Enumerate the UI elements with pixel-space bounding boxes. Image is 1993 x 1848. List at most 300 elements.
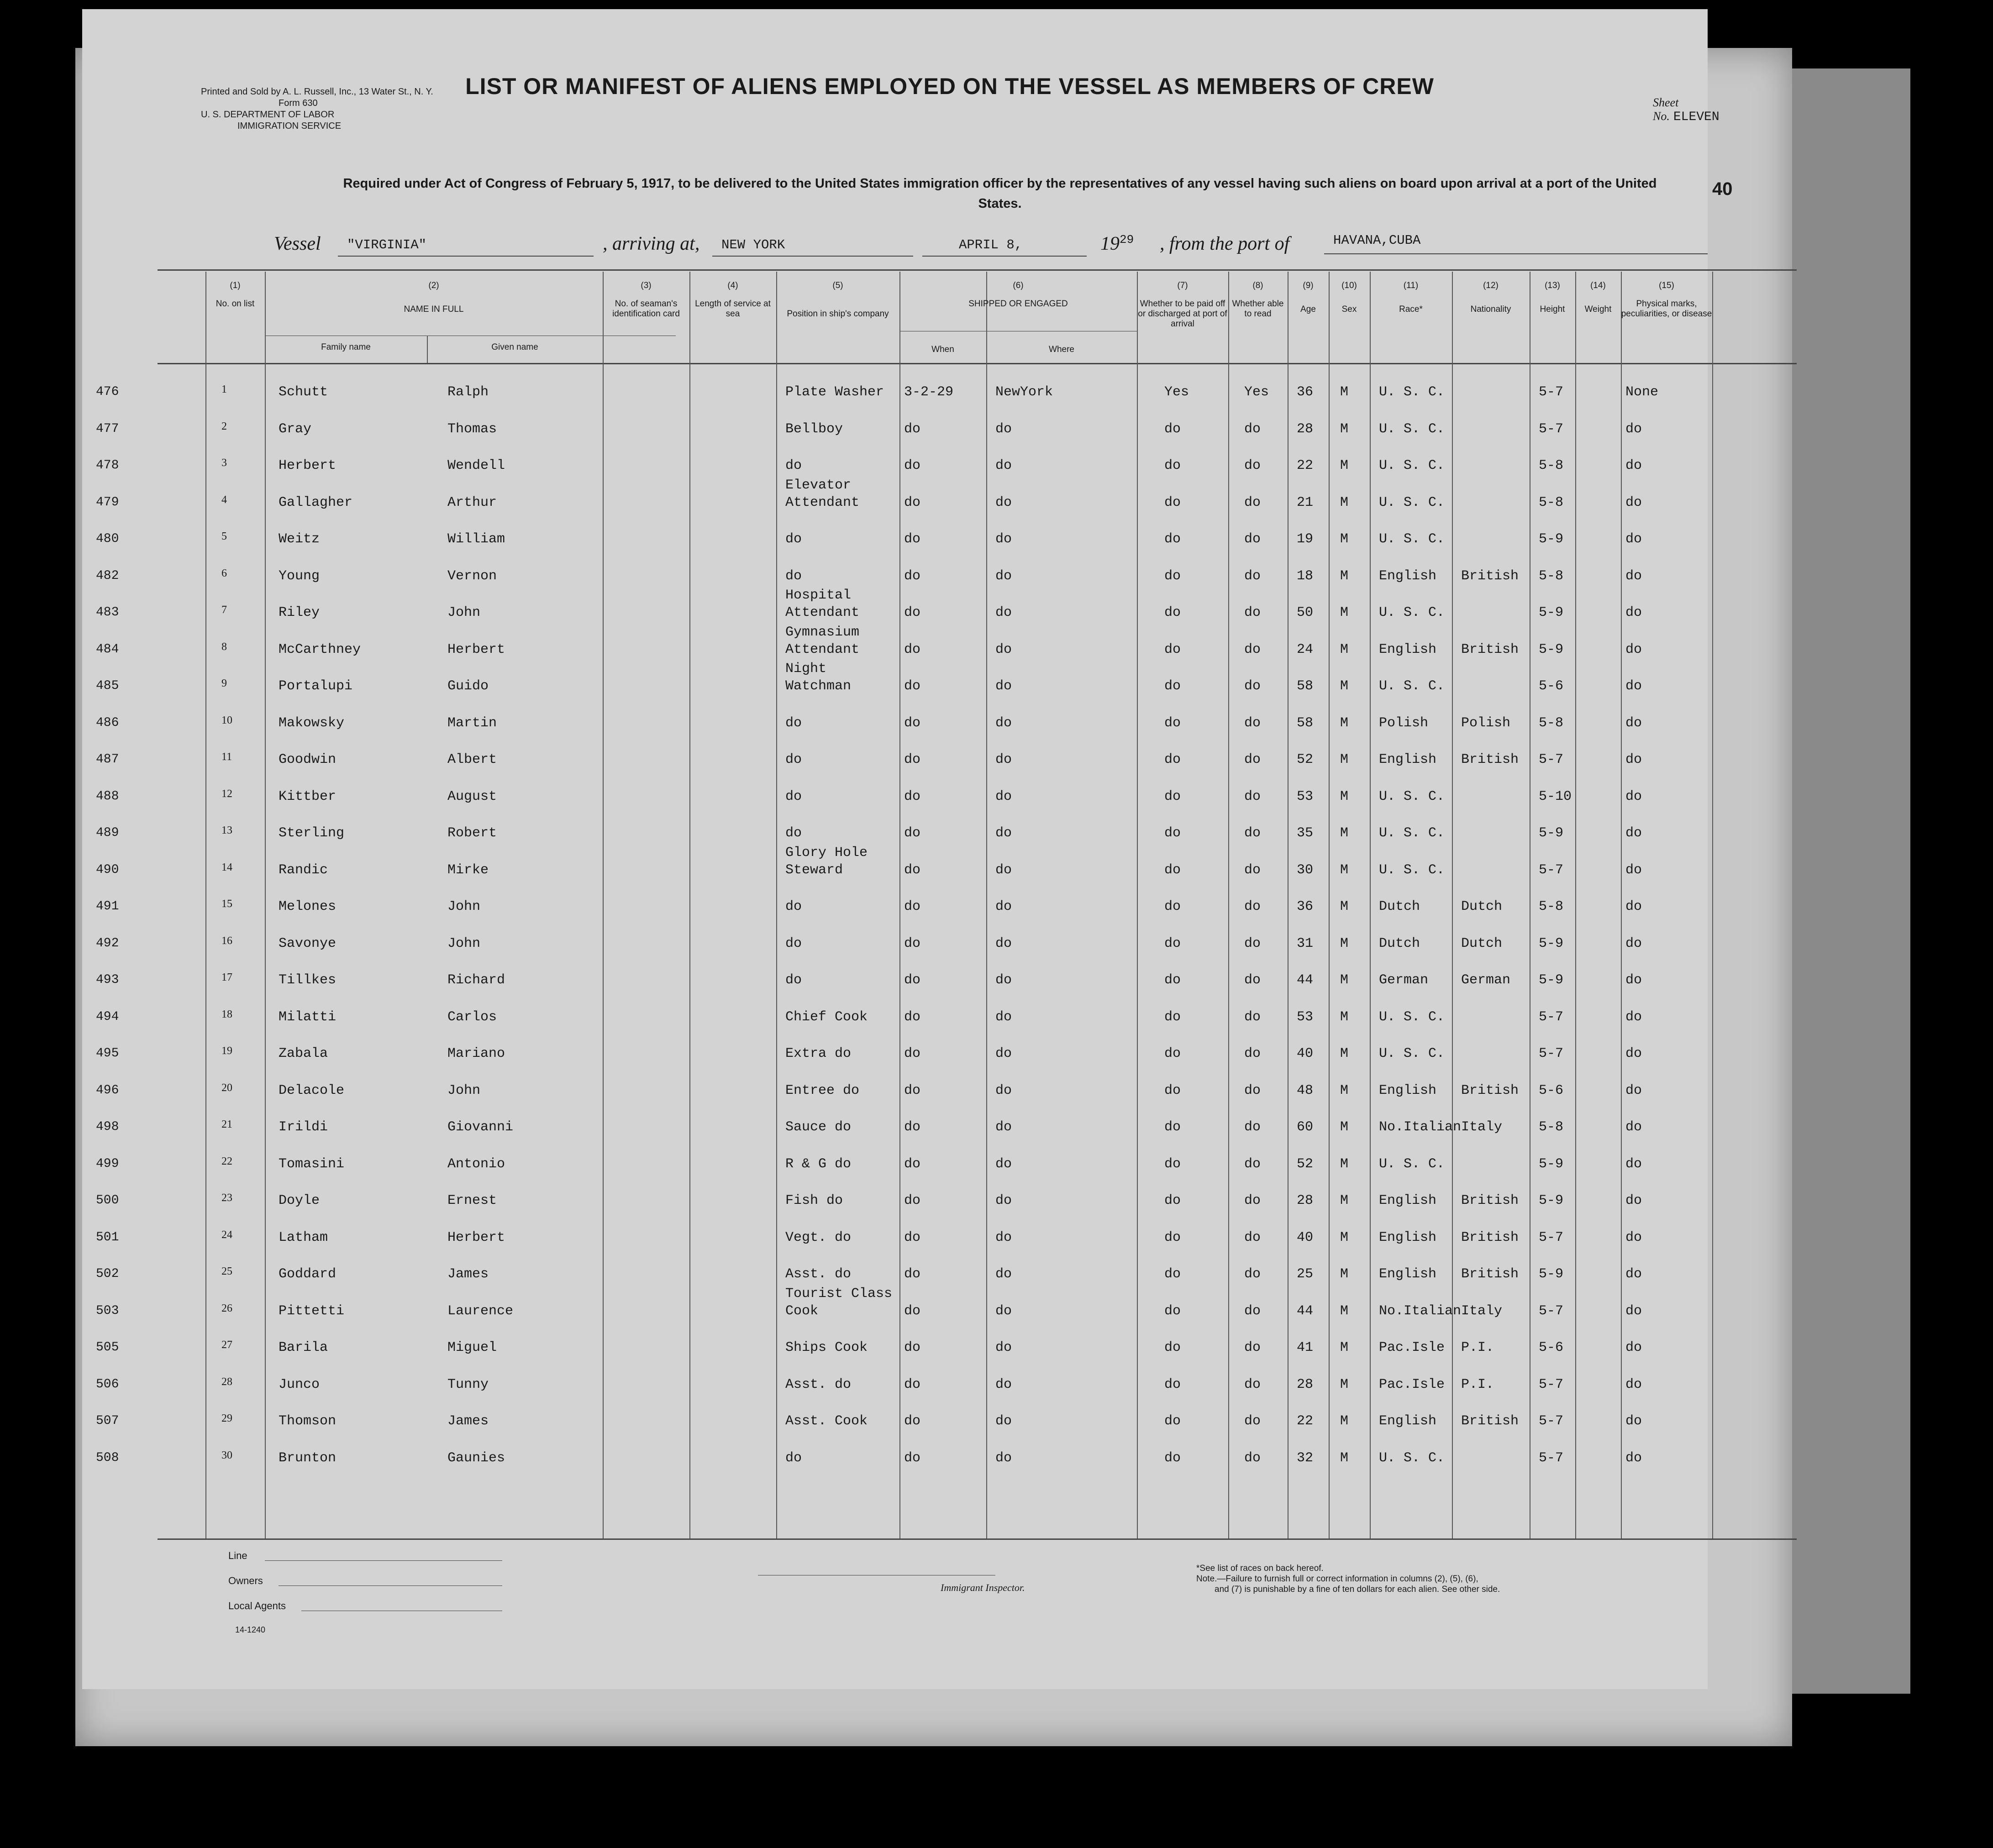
- cell-no: 28: [221, 1376, 232, 1388]
- cell-sex: M: [1340, 458, 1349, 473]
- cell-age: 31: [1297, 935, 1314, 951]
- cell-given: Mariano: [447, 1046, 505, 1061]
- cell-where: do: [995, 458, 1012, 473]
- page-number: 40: [1712, 179, 1733, 199]
- cell-height: 5-9: [1539, 935, 1564, 951]
- cell-position: Glory Hole Steward: [785, 845, 868, 878]
- cell-position: Sauce do: [785, 1119, 852, 1135]
- cell-when: do: [904, 1413, 921, 1429]
- cell-where: do: [995, 972, 1012, 988]
- cell-race: English: [1379, 1193, 1437, 1208]
- cell-read: do: [1244, 1046, 1261, 1061]
- cell-given: Laurence: [447, 1303, 514, 1319]
- cell-race: U. S. C.: [1379, 1156, 1445, 1172]
- cell-height: 5-9: [1539, 972, 1564, 988]
- cell-position: Gymnasium Attendant: [785, 624, 860, 657]
- cell-ref: 496: [96, 1083, 119, 1097]
- col-divider: [689, 272, 690, 1538]
- cell-race: German: [1379, 972, 1429, 988]
- cell-height: 5-7: [1539, 1413, 1564, 1429]
- cell-marks: do: [1625, 972, 1642, 988]
- cell-paid: do: [1164, 421, 1181, 437]
- cell-ref: 498: [96, 1120, 119, 1134]
- cell-ref: 482: [96, 568, 119, 583]
- cell-paid: do: [1164, 1229, 1181, 1245]
- cell-position: do: [785, 899, 802, 914]
- header-id-card: (3) No. of seaman's identification card: [612, 281, 680, 319]
- cell-when: do: [904, 752, 921, 767]
- cell-where: do: [995, 1413, 1012, 1429]
- header-age: (9) Age: [1300, 281, 1316, 314]
- cell-no: 21: [221, 1118, 232, 1130]
- cell-position: Extra do: [785, 1046, 852, 1061]
- cell-read: do: [1244, 1229, 1261, 1245]
- service-line: IMMIGRATION SERVICE: [237, 121, 342, 131]
- cell-height: 5-7: [1539, 1303, 1564, 1319]
- cell-paid: do: [1164, 494, 1181, 510]
- cell-age: 53: [1297, 1009, 1314, 1025]
- cell-family: Gray: [279, 421, 312, 437]
- cell-read: do: [1244, 1340, 1261, 1355]
- cell-no: 30: [221, 1449, 232, 1461]
- col-divider: [1621, 272, 1622, 1538]
- cell-where: do: [995, 1193, 1012, 1208]
- cell-family: Pittetti: [279, 1303, 345, 1319]
- cell-ref: 488: [96, 789, 119, 803]
- cell-read: do: [1244, 1376, 1261, 1392]
- cell-sex: M: [1340, 935, 1349, 951]
- col-divider: [1329, 272, 1330, 1538]
- cell-when: do: [904, 1376, 921, 1392]
- cell-family: Latham: [279, 1229, 328, 1245]
- header-marks: (15) Physical marks, peculiarities, or disease: [1621, 281, 1712, 319]
- header-bottom-rule: [158, 363, 1797, 364]
- cell-ref: 505: [96, 1340, 119, 1354]
- cell-sex: M: [1340, 1193, 1349, 1208]
- header-able-read: (8) Whether able to read: [1232, 281, 1284, 319]
- cell-height: 5-7: [1539, 421, 1564, 437]
- cell-marks: do: [1625, 605, 1642, 620]
- header-paid-off: (7) Whether to be paid off or discharged at port of arrival: [1138, 281, 1227, 329]
- line-underline: [265, 1560, 502, 1561]
- cell-where: do: [995, 788, 1012, 804]
- cell-paid: do: [1164, 972, 1181, 988]
- cell-family: Brunton: [279, 1450, 337, 1466]
- cell-paid: do: [1164, 568, 1181, 584]
- cell-read: do: [1244, 1450, 1261, 1466]
- cell-read: do: [1244, 862, 1261, 878]
- cell-no: 29: [221, 1412, 232, 1424]
- cell-nat: German: [1461, 972, 1511, 988]
- cell-marks: do: [1625, 1303, 1642, 1319]
- cell-race: Dutch: [1379, 899, 1420, 914]
- cell-ref: 502: [96, 1267, 119, 1281]
- cell-ref: 499: [96, 1156, 119, 1171]
- cell-read: do: [1244, 825, 1261, 841]
- vessel-label: Vessel: [274, 233, 321, 254]
- cell-where: do: [995, 678, 1012, 694]
- cell-paid: do: [1164, 678, 1181, 694]
- cell-race: U. S. C.: [1379, 494, 1445, 510]
- cell-ref: 507: [96, 1414, 119, 1428]
- cell-when: do: [904, 458, 921, 473]
- cell-sex: M: [1340, 825, 1349, 841]
- cell-race: U. S. C.: [1379, 458, 1445, 473]
- cell-height: 5-8: [1539, 899, 1564, 914]
- cell-race: English: [1379, 641, 1437, 657]
- cell-given: Martin: [447, 715, 497, 731]
- cell-sex: M: [1340, 1376, 1349, 1392]
- col-divider: [1370, 272, 1371, 1538]
- cell-family: Riley: [279, 605, 320, 620]
- header-name: (2) NAME IN FULL: [404, 281, 464, 314]
- cell-family: Milatti: [279, 1009, 337, 1025]
- cell-when: do: [904, 825, 921, 841]
- cell-nat: British: [1461, 1193, 1519, 1208]
- cell-marks: do: [1625, 1156, 1642, 1172]
- cell-no: 9: [221, 677, 227, 689]
- cell-family: Doyle: [279, 1193, 320, 1208]
- cell-position: Vegt. do: [785, 1229, 852, 1245]
- cell-height: 5-6: [1539, 678, 1564, 694]
- cell-position: Night Watchman: [785, 661, 852, 694]
- cell-age: 22: [1297, 1413, 1314, 1429]
- cell-age: 52: [1297, 752, 1314, 767]
- cell-where: do: [995, 641, 1012, 657]
- cell-when: do: [904, 421, 921, 437]
- cell-no: 4: [221, 493, 227, 506]
- cell-where: do: [995, 1303, 1012, 1319]
- cell-when: do: [904, 1303, 921, 1319]
- cell-family: Melones: [279, 899, 337, 914]
- cell-paid: do: [1164, 1009, 1181, 1025]
- cell-given: Arthur: [447, 494, 497, 510]
- table-top-rule: [158, 269, 1797, 271]
- cell-marks: do: [1625, 1413, 1642, 1429]
- cell-position: Chief Cook: [785, 1009, 868, 1025]
- cell-no: 19: [221, 1045, 232, 1057]
- cell-ref: 503: [96, 1303, 119, 1318]
- cell-where: do: [995, 494, 1012, 510]
- cell-sex: M: [1340, 531, 1349, 547]
- cell-race: English: [1379, 1266, 1437, 1282]
- cell-ref: 494: [96, 1009, 119, 1024]
- cell-position: do: [785, 715, 802, 731]
- cell-read: do: [1244, 1413, 1261, 1429]
- cell-age: 36: [1297, 384, 1314, 400]
- cell-paid: do: [1164, 715, 1181, 731]
- cell-when: do: [904, 1193, 921, 1208]
- header-nationality: (12) Nationality: [1470, 281, 1511, 314]
- cell-marks: do: [1625, 1193, 1642, 1208]
- cell-position: Bellboy: [785, 421, 843, 437]
- col-divider: [1228, 272, 1229, 1538]
- cell-given: Giovanni: [447, 1119, 514, 1135]
- cell-race: English: [1379, 1229, 1437, 1245]
- cell-where: do: [995, 752, 1012, 767]
- cell-age: 22: [1297, 458, 1314, 473]
- cell-when: do: [904, 1229, 921, 1245]
- cell-paid: Yes: [1164, 384, 1189, 400]
- cell-age: 60: [1297, 1119, 1314, 1135]
- cell-no: 17: [221, 971, 232, 983]
- cell-read: do: [1244, 605, 1261, 620]
- cell-sex: M: [1340, 899, 1349, 914]
- cell-family: Weitz: [279, 531, 320, 547]
- cell-nat: Dutch: [1461, 935, 1503, 951]
- cell-read: do: [1244, 715, 1261, 731]
- cell-read: do: [1244, 458, 1261, 473]
- cell-when: do: [904, 1046, 921, 1061]
- cell-given: John: [447, 935, 481, 951]
- cell-race: U. S. C.: [1379, 421, 1445, 437]
- header-shipped: (6) SHIPPED OR ENGAGED: [968, 281, 1068, 309]
- footer-owners-label: Owners: [228, 1575, 263, 1586]
- cell-race: English: [1379, 1082, 1437, 1098]
- cell-given: Guido: [447, 678, 489, 694]
- cell-read: do: [1244, 899, 1261, 914]
- cell-height: 5-7: [1539, 862, 1564, 878]
- cell-read: do: [1244, 1303, 1261, 1319]
- cell-height: 5-6: [1539, 1082, 1564, 1098]
- header-height: (13) Height: [1540, 281, 1565, 314]
- col-divider: [1712, 272, 1713, 1538]
- cell-where: do: [995, 568, 1012, 584]
- cell-where: do: [995, 605, 1012, 620]
- cell-height: 5-8: [1539, 494, 1564, 510]
- cell-no: 26: [221, 1302, 232, 1314]
- cell-age: 24: [1297, 641, 1314, 657]
- cell-paid: do: [1164, 605, 1181, 620]
- cell-marks: do: [1625, 531, 1642, 547]
- cell-given: William: [447, 531, 505, 547]
- cell-sex: M: [1340, 715, 1349, 731]
- cell-position: do: [785, 458, 802, 473]
- col-divider: [1137, 272, 1138, 1538]
- from-underline: [1324, 253, 1708, 254]
- cell-no: 14: [221, 861, 232, 873]
- cell-where: do: [995, 531, 1012, 547]
- cell-race: U. S. C.: [1379, 531, 1445, 547]
- header-weight: (14) Weight: [1584, 281, 1612, 314]
- cell-family: Goddard: [279, 1266, 337, 1282]
- cell-ref: 506: [96, 1377, 119, 1391]
- cell-age: 28: [1297, 1376, 1314, 1392]
- cell-read: do: [1244, 421, 1261, 437]
- cell-position: Plate Washer: [785, 384, 884, 400]
- cell-sex: M: [1340, 752, 1349, 767]
- cell-when: do: [904, 935, 921, 951]
- cell-marks: do: [1625, 421, 1642, 437]
- cell-family: Delacole: [279, 1082, 345, 1098]
- cell-position: do: [785, 935, 802, 951]
- cell-age: 50: [1297, 605, 1314, 620]
- cell-where: do: [995, 935, 1012, 951]
- cell-where: do: [995, 1376, 1012, 1392]
- cell-race: Pac.Isle: [1379, 1340, 1445, 1355]
- cell-family: Schutt: [279, 384, 328, 400]
- cell-no: 27: [221, 1339, 232, 1351]
- col-divider: [205, 272, 206, 1538]
- arriving-label: , arriving at,: [603, 233, 700, 254]
- cell-paid: do: [1164, 1303, 1181, 1319]
- cell-family: Savonye: [279, 935, 337, 951]
- cell-race: U. S. C.: [1379, 1009, 1445, 1025]
- cell-age: 19: [1297, 531, 1314, 547]
- cell-age: 48: [1297, 1082, 1314, 1098]
- document-title: LIST OR MANIFEST OF ALIENS EMPLOYED ON THE VESSEL AS MEMBERS OF CREW: [465, 74, 1434, 99]
- cell-no: 15: [221, 898, 232, 910]
- col-divider: [1452, 272, 1453, 1538]
- cell-paid: do: [1164, 531, 1181, 547]
- cell-height: 5-9: [1539, 531, 1564, 547]
- cell-marks: do: [1625, 641, 1642, 657]
- cell-family: Thomson: [279, 1413, 337, 1429]
- cell-read: Yes: [1244, 384, 1269, 400]
- cell-sex: M: [1340, 1413, 1349, 1429]
- cell-no: 8: [221, 640, 227, 653]
- cell-read: do: [1244, 972, 1261, 988]
- header-position: (5) Position in ship's company: [787, 281, 889, 319]
- cell-when: do: [904, 862, 921, 878]
- cell-when: do: [904, 972, 921, 988]
- cell-family: Goodwin: [279, 752, 337, 767]
- cell-no: 12: [221, 788, 232, 800]
- cell-paid: do: [1164, 1450, 1181, 1466]
- vessel-underline: [338, 256, 594, 257]
- cell-position: Entree do: [785, 1082, 860, 1098]
- cell-age: 28: [1297, 1193, 1314, 1208]
- cell-sex: M: [1340, 605, 1349, 620]
- cell-given: August: [447, 788, 497, 804]
- cell-ref: 485: [96, 679, 119, 693]
- header-no: (1) No. on list: [216, 281, 255, 309]
- cell-nat: Italy: [1461, 1119, 1503, 1135]
- cell-nat: British: [1461, 1229, 1519, 1245]
- cell-marks: do: [1625, 862, 1642, 878]
- cell-sex: M: [1340, 1009, 1349, 1025]
- cell-height: 5-7: [1539, 384, 1564, 400]
- cell-age: 32: [1297, 1450, 1314, 1466]
- cell-where: do: [995, 899, 1012, 914]
- cell-given: Richard: [447, 972, 505, 988]
- cell-family: Young: [279, 568, 320, 584]
- cell-sex: M: [1340, 678, 1349, 694]
- cell-given: John: [447, 1082, 481, 1098]
- cell-age: 41: [1297, 1340, 1314, 1355]
- cell-no: 1: [221, 383, 227, 395]
- cell-no: 25: [221, 1265, 232, 1277]
- penalty-note: Note.—Failure to furnish full or correct information in columns (2), (5), (6),: [1196, 1574, 1478, 1584]
- cell-sex: M: [1340, 1229, 1349, 1245]
- cell-race: Polish: [1379, 715, 1429, 731]
- cell-race: U. S. C.: [1379, 384, 1445, 400]
- cell-given: Antonio: [447, 1156, 505, 1172]
- cell-age: 53: [1297, 788, 1314, 804]
- cell-marks: do: [1625, 568, 1642, 584]
- cell-when: do: [904, 1009, 921, 1025]
- header-sex: (10) Sex: [1341, 281, 1357, 314]
- cell-family: Randic: [279, 862, 328, 878]
- cell-family: Kittber: [279, 788, 337, 804]
- cell-position: do: [785, 752, 802, 767]
- cell-height: 5-8: [1539, 458, 1564, 473]
- cell-when: do: [904, 1266, 921, 1282]
- cell-no: 20: [221, 1082, 232, 1094]
- cell-paid: do: [1164, 1413, 1181, 1429]
- cell-where: do: [995, 1266, 1012, 1282]
- cell-height: 5-9: [1539, 825, 1564, 841]
- cell-position: Fish do: [785, 1193, 843, 1208]
- cell-marks: do: [1625, 1229, 1642, 1245]
- cell-race: U. S. C.: [1379, 1046, 1445, 1061]
- cell-age: 28: [1297, 421, 1314, 437]
- cell-race: U. S. C.: [1379, 825, 1445, 841]
- document-subtitle: Required under Act of Congress of February 5, 1917, to be delivered to the United States immigration officer by the representatives of any vessel having such aliens on board upon arrival at a port of the United States.: [343, 176, 1657, 211]
- cell-ref: 495: [96, 1046, 119, 1060]
- cell-no: 16: [221, 934, 232, 947]
- cell-nat: British: [1461, 641, 1519, 657]
- cell-given: Tunny: [447, 1376, 489, 1392]
- cell-race: Pac.Isle: [1379, 1376, 1445, 1392]
- cell-age: 40: [1297, 1229, 1314, 1245]
- cell-no: 11: [221, 751, 232, 763]
- cell-height: 5-8: [1539, 1119, 1564, 1135]
- cell-read: do: [1244, 1009, 1261, 1025]
- cell-where: do: [995, 1046, 1012, 1061]
- col-divider: [1575, 272, 1576, 1538]
- cell-age: 30: [1297, 862, 1314, 878]
- cell-given: Miguel: [447, 1340, 497, 1355]
- header-race: (11) Race*: [1399, 281, 1423, 314]
- form-area: [82, 9, 1733, 1689]
- cell-race: English: [1379, 568, 1437, 584]
- cell-age: 58: [1297, 715, 1314, 731]
- year-field: $19^{29}$: [1100, 233, 1134, 254]
- cell-nat: P.I.: [1461, 1376, 1494, 1392]
- cell-when: do: [904, 678, 921, 694]
- port-underline: [712, 256, 913, 257]
- cell-position: Asst. do: [785, 1376, 852, 1392]
- cell-when: do: [904, 1082, 921, 1098]
- cell-position: Hospital Attendant: [785, 588, 860, 620]
- cell-paid: do: [1164, 935, 1181, 951]
- cell-paid: do: [1164, 752, 1181, 767]
- cell-marks: do: [1625, 1340, 1642, 1355]
- cell-race: English: [1379, 752, 1437, 767]
- cell-when: do: [904, 1156, 921, 1172]
- header-family-name: Family name: [321, 342, 371, 352]
- cell-given: John: [447, 605, 481, 620]
- cell-marks: do: [1625, 1046, 1642, 1061]
- cell-paid: do: [1164, 1046, 1181, 1061]
- cell-ref: 493: [96, 973, 119, 987]
- cell-read: do: [1244, 641, 1261, 657]
- cell-race: U. S. C.: [1379, 678, 1445, 694]
- col-divider: [899, 272, 900, 1538]
- cell-marks: do: [1625, 1266, 1642, 1282]
- cell-family: Junco: [279, 1376, 320, 1392]
- cell-marks: do: [1625, 494, 1642, 510]
- cell-marks: do: [1625, 1376, 1642, 1392]
- cell-position: do: [785, 972, 802, 988]
- cell-height: 5-9: [1539, 1193, 1564, 1208]
- cell-read: do: [1244, 1082, 1261, 1098]
- cell-no: 10: [221, 714, 232, 726]
- cell-sex: M: [1340, 972, 1349, 988]
- cell-position: do: [785, 825, 802, 841]
- cell-family: Sterling: [279, 825, 345, 841]
